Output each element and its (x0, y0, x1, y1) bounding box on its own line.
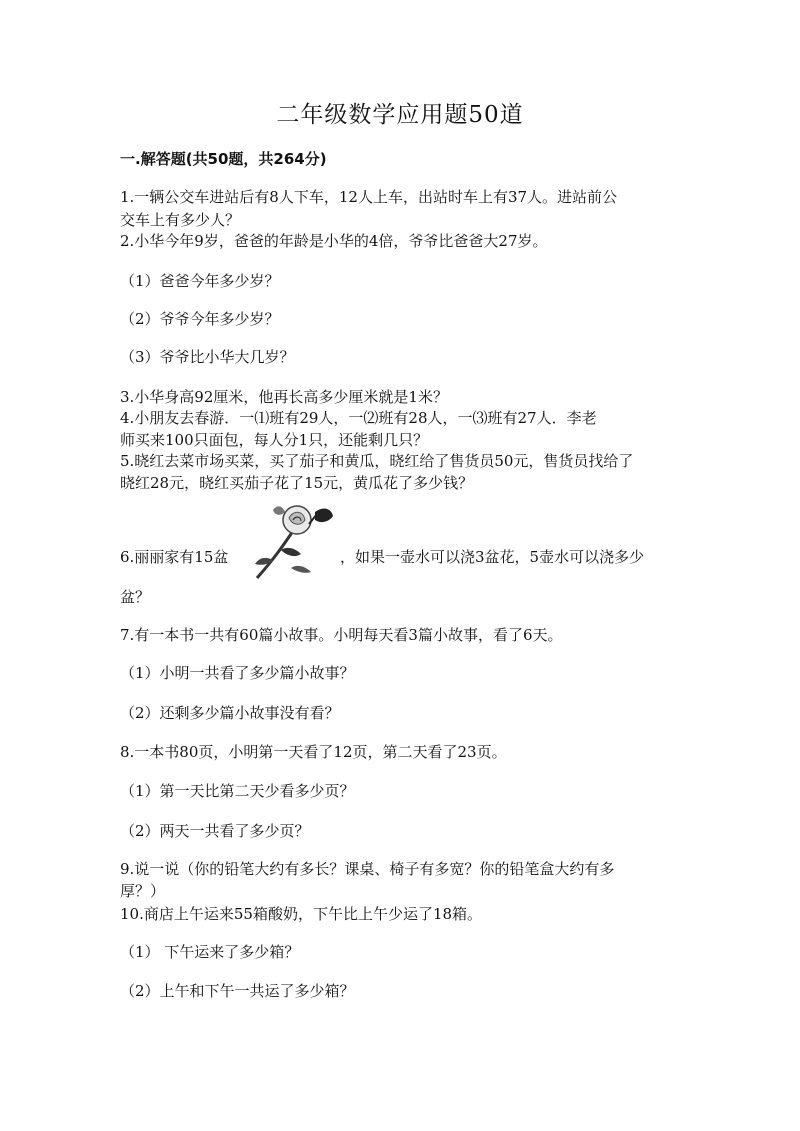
q2-sub1: （1）爸爸今年多少岁？ (120, 272, 280, 290)
q7-sub2: （2）还剩多少篇小故事没有看？ (120, 704, 340, 722)
q5-line1: 5.晓红去菜市场买菜，买了茄子和黄瓜，晓红给了售货员50元，售货员找给了 (120, 452, 634, 470)
page-title: 二年级数学应用题50道 (276, 102, 524, 128)
q7-text: 7.有一本书一共有60篇小故事。小明每天看3篇小故事，看了6天。 (120, 626, 563, 644)
q10-text: 10.商店上午运来55箱酸奶，下午比上午少运了18箱。 (120, 905, 483, 923)
q10-sub1: （1） 下午运来了多少箱？ (120, 943, 300, 961)
section-heading: 一.解答题(共50题，共264分) (120, 150, 327, 168)
q2-sub3: （3）爷爷比小华大几岁？ (120, 348, 295, 366)
q4-line2: 师买来100只面包，每人分1只，还能剩几只？ (120, 431, 429, 449)
q6-line2: 盆？ (120, 588, 151, 606)
q10-sub2: （2）上午和下午一共运了多少箱？ (120, 982, 355, 1000)
q1-line2: 交车上有多少人？ (120, 211, 241, 229)
q6-text-after: ，如果一壶水可以浇3盆花，5壶水可以浇多少 (340, 548, 645, 566)
q1-line1: 1.一辆公交车进站后有8人下车，12人上车，出站时车上有37人。进站前公 (120, 188, 618, 206)
q7-sub1: （1）小明一共看了多少篇小故事？ (120, 664, 355, 682)
q8-text: 8.一本书80页，小明第一天看了12页，第二天看了23页。 (120, 743, 507, 761)
q2-sub2: （2）爷爷今年多少岁？ (120, 310, 280, 328)
q3-text: 3.小华身高92厘米，他再长高多少厘米就是1米？ (120, 388, 448, 406)
q2-text: 2.小华今年9岁，爸爸的年龄是小华的4倍，爷爷比爸爸大27岁。 (120, 232, 548, 250)
q4-line1: 4.小朋友去春游．一⑴班有29人，一⑵班有28人，一⑶班有27人．李老 (120, 409, 597, 427)
q6-text-before: 6.丽丽家有15盆 (120, 548, 229, 566)
flower-icon (243, 498, 339, 584)
q8-sub2: （2）两天一共看了多少页？ (120, 822, 310, 840)
q5-line2: 晓红28元，晓红买茄子花了15元，黄瓜花了多少钱？ (120, 474, 474, 492)
q9-line1: 9.说一说（你的铅笔大约有多长？课桌、椅子有多宽？你的铅笔盒大约有多 (120, 860, 615, 878)
q9-line2: 厚？） (120, 882, 166, 900)
q8-sub1: （1）第一天比第二天少看多少页？ (120, 782, 355, 800)
